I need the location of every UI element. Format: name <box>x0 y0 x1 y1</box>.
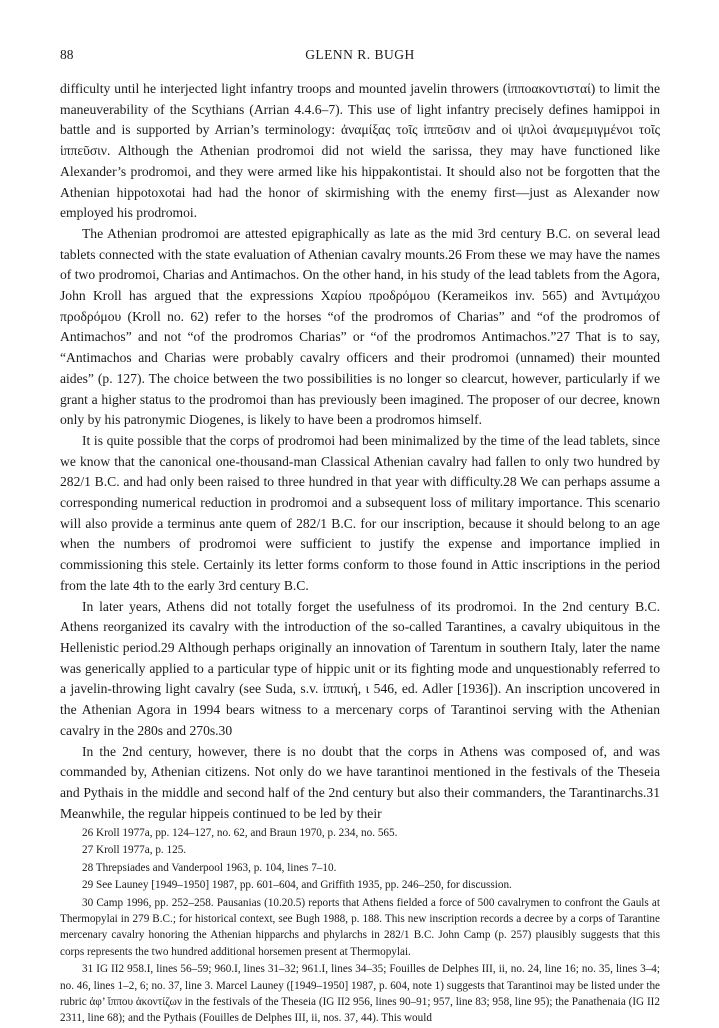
footnotes <box>60 825 660 1028</box>
footnote: 28 Threpsiades and Vanderpool 1963, p. 104, lines 7–10. <box>82 861 337 874</box>
paragraph: In later years, Athens did not totally forget the usefulness of its prodromoi. In the 2nd century B.C. Athens reorganized its cavalry with the introduction of the so-called Tarantines, a cavalry ubiquitous in the Hellenistic period.29 Although perhaps originally an innovation of Tarentum in southern Italy, later the name was generically applied to a particular type of hippic unit or its fighting mode and unquestionably referred to a javelin-throwing light cavalry (see Suda, s.v. ἱππική, ι 546, ed. Adler [1936]). An inscription uncovered in the Athenian Agora in 1994 bears witness to a mercenary corps of Tarantinoi serving with the Athenian cavalry in the 280s and 270s.30 <box>60 598 660 738</box>
page-number: 88 <box>60 47 74 62</box>
running-head: GLENN R. BUGH <box>305 47 415 62</box>
footnote: 29 See Launey [1949–1950] 1987, pp. 601–604, and Griffith 1935, pp. 246–250, for discussion. <box>82 879 512 892</box>
paragraph: In the 2nd century, however, there is no doubt that the corps in Athens was composed of, and was commanded by, Athenian citizens. Not only do we have tarantinoi mentioned in the festivals of the Theseia and Pythais in the middle and second half of the 2nd century but also their commanders, the Tarantinarchs.31 Meanwhile, the regular hippeis continued to be led by their <box>60 743 660 821</box>
footnote: 26 Kroll 1977a, pp. 124–127, no. 62, and Braun 1970, p. 234, no. 565. <box>82 827 398 839</box>
body-text <box>60 79 660 824</box>
paragraph: difficulty until he interjected light infantry troops and mounted javelin throwers (ἱπποακοντισταί) to limit the maneuverability of the Scythians (Arrian 4.4.6–7). This use of light infantry precisely defines hamippoi in battle and is supported by Arrian’s terminology: ἀναμίξας τοῖς ἱππεῦσιν and οἱ ψιλοὶ ἀναμεμιγμένοι τοῖς ἱππεῦσιν. Although the Athenian prodromoi did not wield the sarissa, they may have functioned like Alexander’s prodromoi, and they were armed like his hippakontistai. It should also not be forgotten that the Athenian hippotoxotai had had the honor of skirmishing with the enemy first—just as Alexander now employed his prodromoi. <box>60 81 660 221</box>
page-header <box>60 47 660 69</box>
footnote: 30 Camp 1996, pp. 252–258. Pausanias (10.20.5) reports that Athens fielded a force of 500 cavalrymen to confront the Gauls at Thermopylai in 279 B.C.; for historical context, see Bugh 1988, p. 188. This new inscription records a decree by a corps of Tarantine mercenary cavalry honoring the Athenian hipparchs and phylarchs in 282/1 B.C. John Camp (p. 257) plausibly suggests that this corps represents the two hundred additional horsemen present at Thermopylai. <box>60 896 660 958</box>
footnote: 31 IG II2 958.I, lines 56–59; 960.I, lines 31–32; 961.I, lines 34–35; Fouilles de Delphes III, ii, no. 24, line 16; no. 35, lines 3–4; no. 46, lines 1–2, 6; no. 37, line 3. Marcel Launey ([1949–1950] 1987, p. 604, note 1) suggests that Tarantinoi may be listed under the rubric ἀφ’ ἵππου ἀκοντίζων in the festivals of the Theseia (IG II2 956, lines 90–91; 957, line 83; 958, line 95); the Panathenaia (IG II2 2311, line 68); and the Pythais (Fouilles de Delphes III, ii, nos. 37, 44). This would <box>60 963 660 1025</box>
footnote: 27 Kroll 1977a, p. 125. <box>82 844 187 857</box>
paragraph: It is quite possible that the corps of prodromoi had been minimalized by the time of the lead tablets, since we know that the canonical one-thousand-man Classical Athenian cavalry had fallen to only two hundred by 282/1 B.C. and had only been raised to three hundred in that year with difficulty.28 We can perhaps assume a corresponding numerical reduction in prodromoi and a subsequent loss of military importance. This scenario will also provide a terminus ante quem of 282/1 B.C. for our inscription, because it should belong to an age when the numbers of prodromoi were sufficient to justify the expense and importance implied in commissioning this stele. Certainly its letter forms conform to those found in Attic inscriptions in the period from the late 4th to the early 3rd century B.C. <box>60 432 660 593</box>
paragraph: The Athenian prodromoi are attested epigraphically as late as the mid 3rd century B.C. on several lead tablets connected with the state evaluation of Athenian cavalry mounts.26 From these we may have the names of two prodromoi, Charias and Antimachos. On the other hand, in his study of the lead tablets from the Agora, John Kroll has argued that the expressions Χαρίου προδρόμου (Kerameikos inv. 565) and Ἀντιμάχου προδρόμου (Kroll no. 62) refer to the horses “of the prodromos of Charias” and “of the prodromos of Antimachos” and not “of the prodromos Charias” or “of the prodromos Antimachos.”27 That is to say, “Antimachos and Charias were probably cavalry officers and their prodromoi (unnamed) their mounted aides” (p. 127). The choice between the two possibilities is no longer so clearcut, however, particularly if we grant a higher status to the prodromoi than has previously been imagined. The proposer of our decree, known only by his patronymic Diogenes, is likely to have been a prodromos himself. <box>60 225 660 428</box>
